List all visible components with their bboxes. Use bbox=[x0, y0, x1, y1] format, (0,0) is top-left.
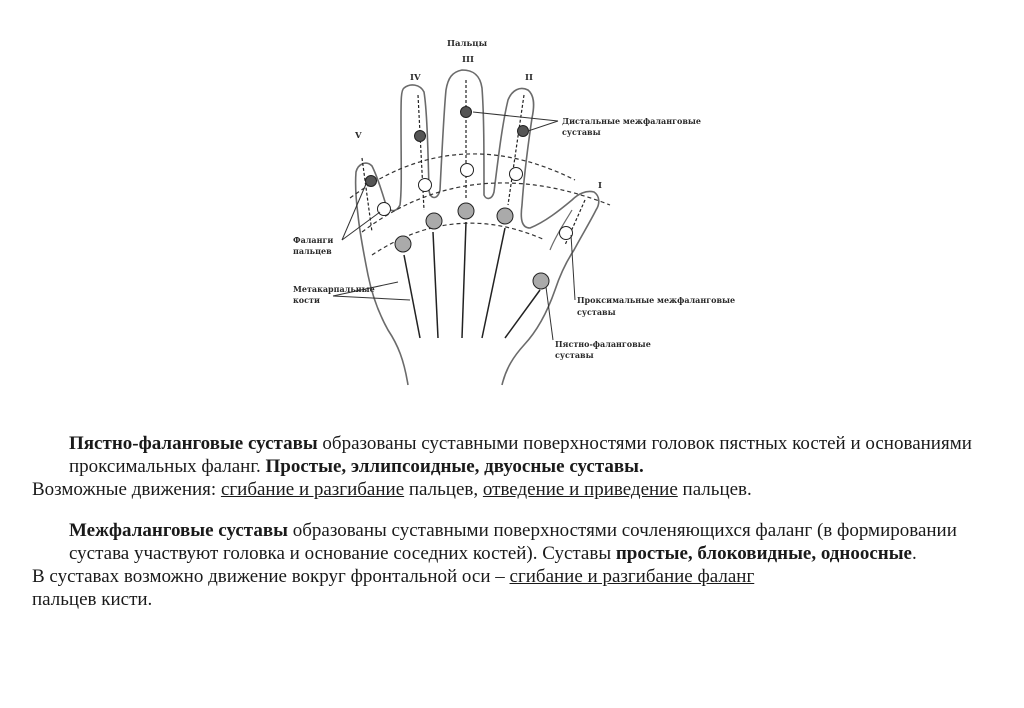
label-phalanges-line1: Фаланги bbox=[293, 235, 334, 245]
text-fragment: Возможные движения: bbox=[32, 479, 221, 500]
label-finger-i: I bbox=[598, 181, 602, 191]
finger-ii-phalanx-line bbox=[508, 95, 524, 205]
term-mcp-type: Простые, эллипсоидные, двуосные суставы. bbox=[265, 456, 644, 477]
distal-joint-iv bbox=[415, 131, 426, 142]
distal-joint-iii bbox=[461, 107, 472, 118]
paragraph-mcp-joints bbox=[32, 432, 997, 501]
label-phalanges-line2: пальцев bbox=[293, 246, 332, 256]
text-fragment: пальцев. bbox=[677, 479, 752, 500]
finger-v-phalanx-line bbox=[362, 158, 372, 232]
text-fragment: пальцев, bbox=[404, 479, 483, 500]
mcp-joint-iv bbox=[426, 213, 442, 229]
movement-abduction-adduction: отведение и приведение bbox=[482, 479, 678, 500]
distal-arc bbox=[350, 154, 575, 198]
distal-joint-ii bbox=[518, 126, 529, 137]
proximal-joint-ii bbox=[510, 168, 523, 181]
text-fragment: В суставах возможно движение вокруг фронтальной оси – bbox=[32, 566, 510, 587]
label-finger-iii: III bbox=[462, 55, 474, 65]
proximal-joint-iii bbox=[461, 164, 474, 177]
mcp-joint-i bbox=[533, 273, 549, 289]
proximal-joint-v bbox=[378, 203, 391, 216]
label-distal-line2: суставы bbox=[562, 127, 601, 137]
label-distal-line1: Дистальные межфаланговые bbox=[562, 116, 701, 126]
label-finger-v: V bbox=[355, 131, 362, 141]
mcp-joint-iii bbox=[458, 203, 474, 219]
label-metacarpal-line2: кости bbox=[293, 295, 320, 305]
term-ip-type: простые, блоковидные, одноосные bbox=[615, 543, 912, 564]
paragraph-ip-movements bbox=[32, 565, 997, 611]
text-fragment: образованы суставными поверхностями головок пястных костей и основаниями проксимальных фаланг. bbox=[69, 433, 972, 477]
label-proximal-line2: суставы bbox=[577, 307, 616, 317]
finger-iv-phalanx-line bbox=[418, 95, 424, 210]
label-proximal-line1: Проксимальные межфаланговые bbox=[577, 295, 736, 305]
metacarpal-v bbox=[404, 255, 420, 338]
term-ip-joints: Межфаланговые суставы bbox=[69, 520, 288, 541]
label-mcp-line2: суставы bbox=[555, 350, 594, 360]
metacarpal-ii bbox=[482, 228, 505, 338]
proximal-joint-iv bbox=[419, 179, 432, 192]
text-fragment: образованы суставными поверхностями сочленяющихся фаланг (в формировании сустава участвуют головка и основание соседних костей). Суставы bbox=[69, 520, 957, 564]
text-fragment: . bbox=[147, 589, 153, 610]
label-finger-iv: IV bbox=[410, 73, 421, 83]
paragraph-mcp-movements bbox=[32, 478, 997, 501]
paragraph-ip-joints bbox=[32, 519, 997, 611]
paragraph-ip-body bbox=[32, 519, 997, 565]
metacarpal-iii bbox=[462, 222, 466, 338]
mcp-joint-ii bbox=[497, 208, 513, 224]
distal-joint-v bbox=[366, 176, 377, 187]
label-finger-ii: II bbox=[525, 73, 533, 83]
metacarpal-iv bbox=[433, 232, 438, 338]
paragraph-mcp-body bbox=[32, 432, 997, 478]
movement-phalanx-flexion: сгибание и разгибание фаланг bbox=[509, 566, 755, 587]
label-metacarpal-line1: Метакарпальные bbox=[293, 284, 375, 294]
label-fingers: Пальцы bbox=[447, 39, 488, 49]
text-fragment: пальцев кисти bbox=[32, 589, 148, 610]
proximal-joint-i bbox=[560, 227, 573, 240]
mcp-joint-v bbox=[395, 236, 411, 252]
label-mcp-line1: Пястно-фаланговые bbox=[555, 339, 651, 349]
term-mcp-joints: Пястно-фаланговые суставы bbox=[69, 433, 318, 454]
text-fragment: . bbox=[912, 543, 917, 564]
movement-flexion-extension: сгибание и разгибание bbox=[220, 479, 405, 500]
